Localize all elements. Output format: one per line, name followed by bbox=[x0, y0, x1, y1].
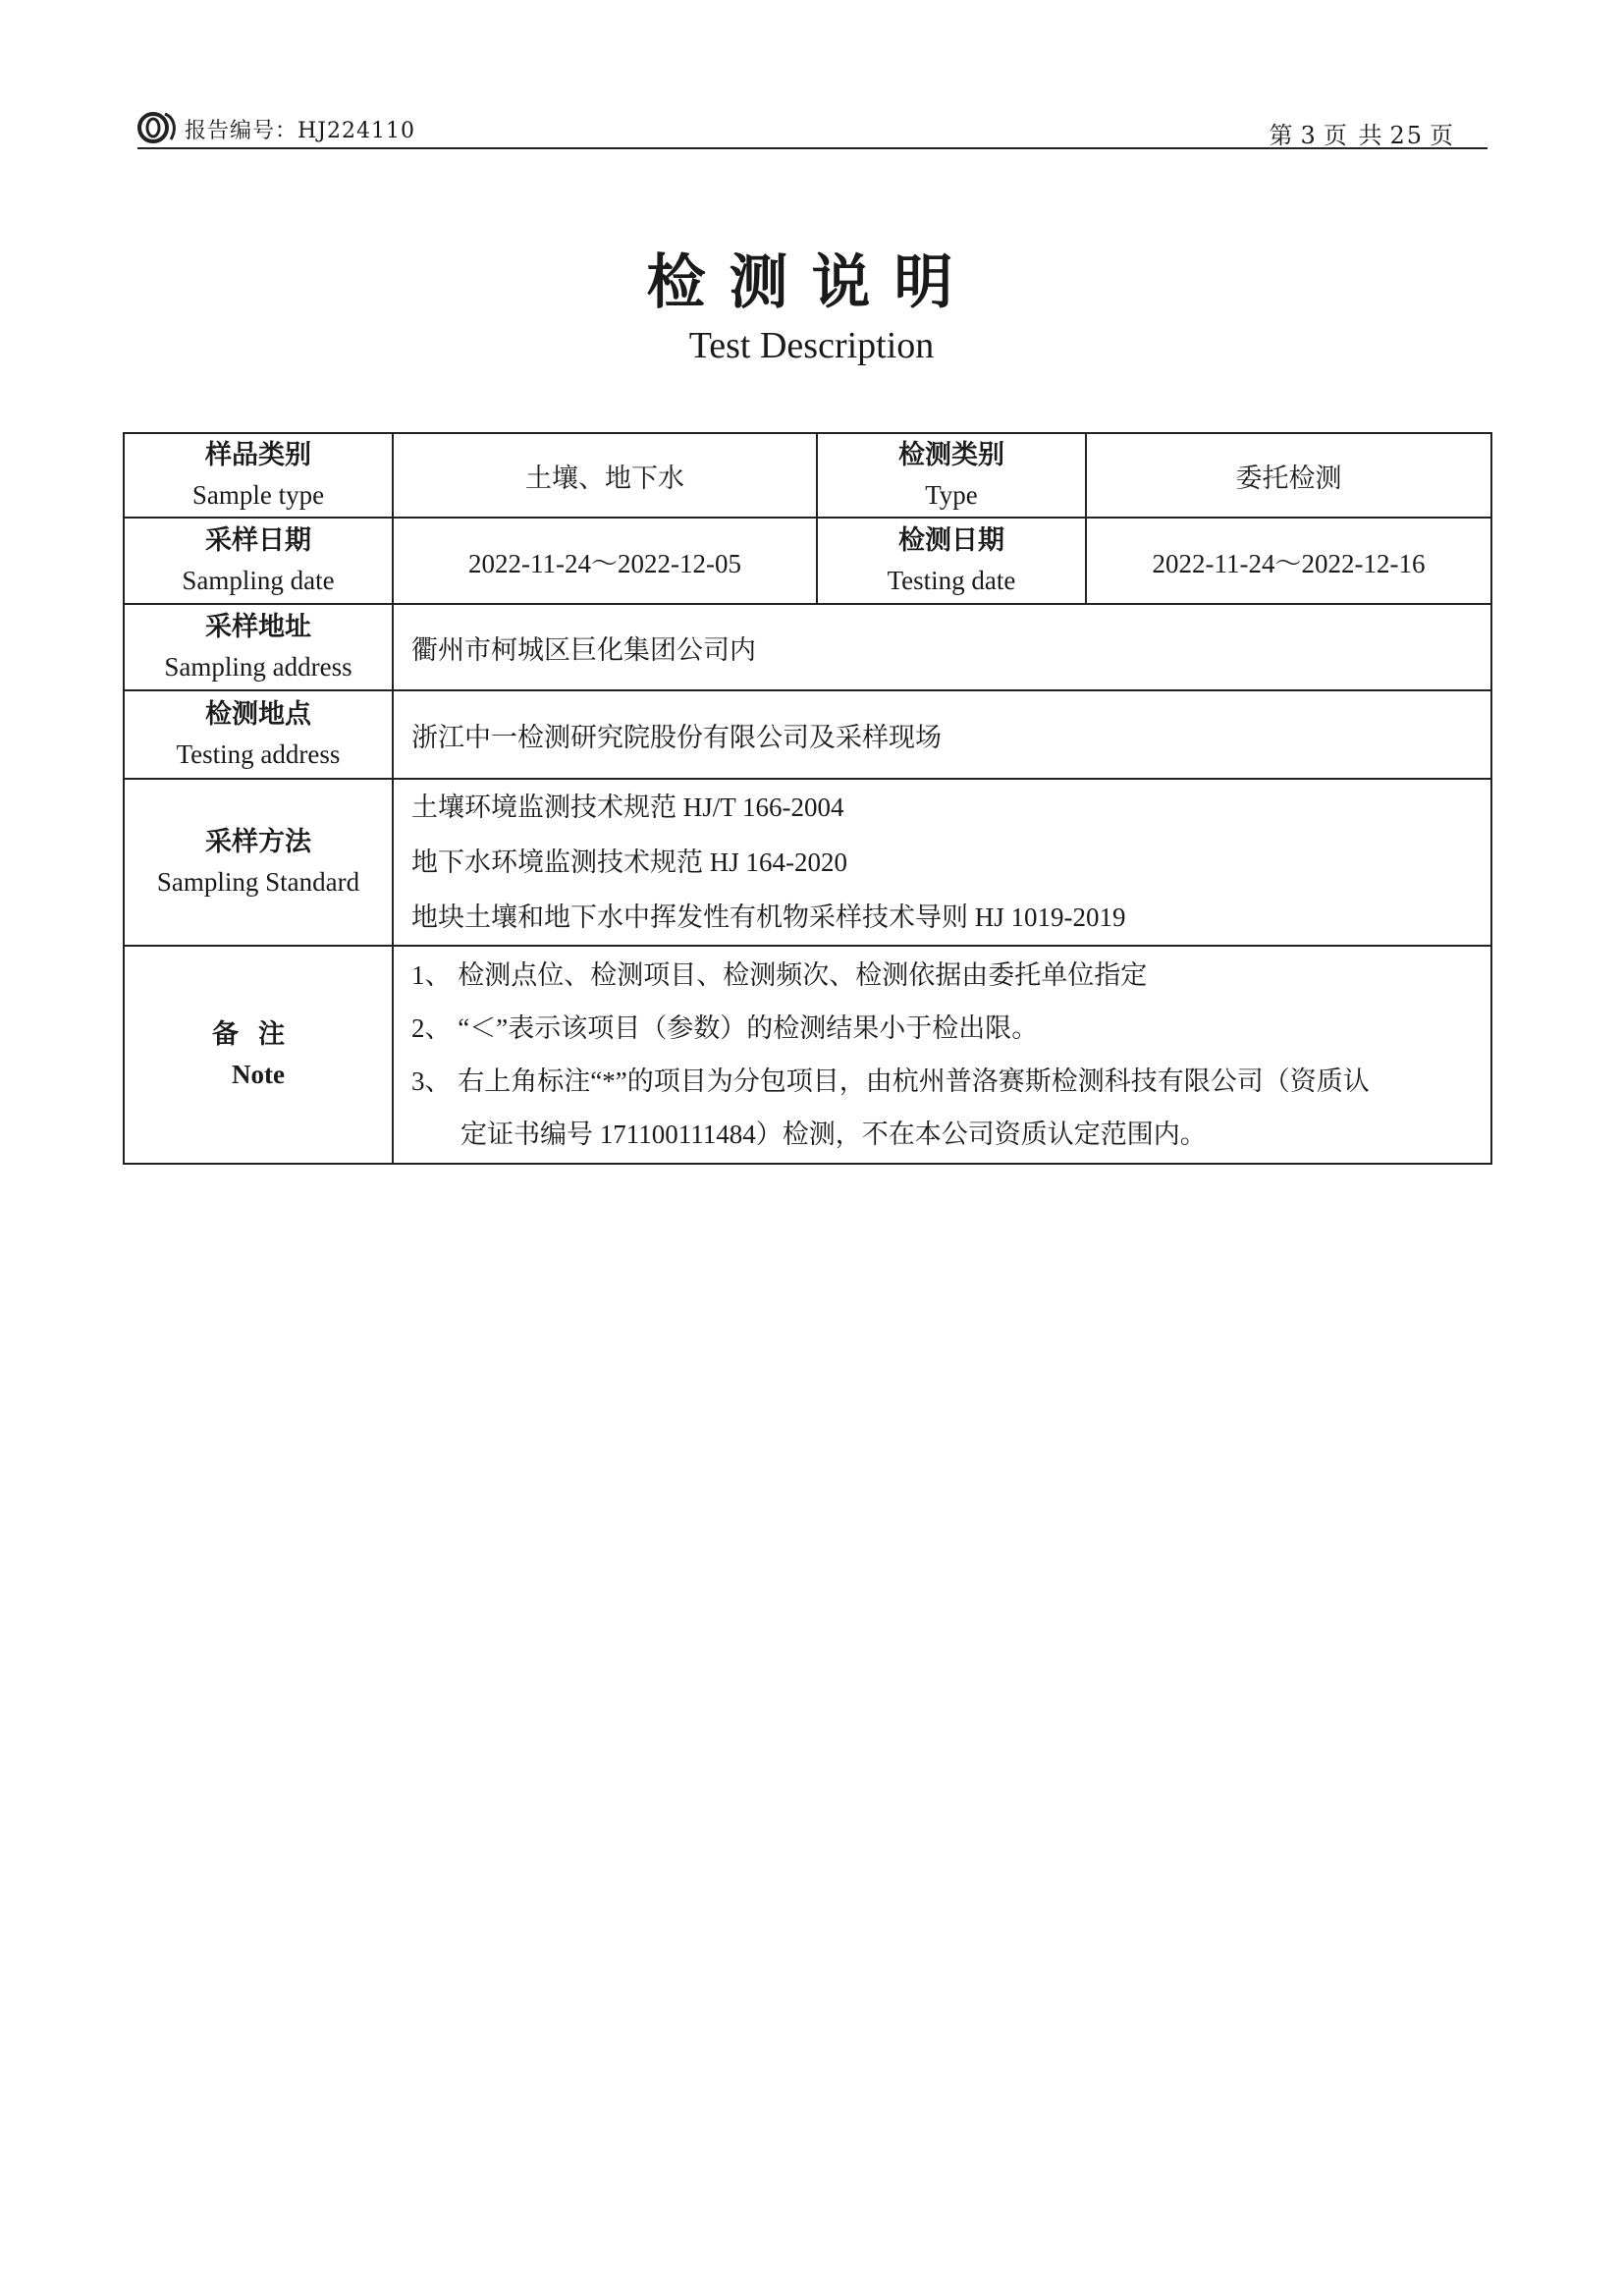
sampling-address-label bbox=[124, 604, 393, 690]
label-en: Sampling Standard bbox=[156, 867, 360, 897]
table-row bbox=[124, 518, 1491, 604]
testing-date-label bbox=[817, 518, 1086, 604]
testing-date-value: 2022-11-24～2022-12-16 bbox=[1086, 518, 1491, 604]
header-divider bbox=[137, 147, 1488, 149]
label-en: Testing address bbox=[176, 739, 341, 769]
note-value bbox=[393, 946, 1491, 1164]
note-label bbox=[124, 946, 393, 1164]
label-cn: 样品类别 bbox=[205, 440, 311, 470]
description-table bbox=[123, 432, 1492, 1165]
label-cn: 采样地址 bbox=[205, 612, 311, 642]
page-mid: 页 共 bbox=[1323, 122, 1384, 149]
label-cn: 采样日期 bbox=[205, 525, 311, 556]
sampling-standard-value bbox=[393, 779, 1491, 946]
standard-line: 地下水环境监测技术规范 HJ 164-2020 bbox=[411, 847, 847, 877]
label-cn: 检测类别 bbox=[898, 440, 1004, 470]
table-row bbox=[124, 690, 1491, 779]
label-cn: 备注 bbox=[212, 1019, 304, 1050]
page-indicator bbox=[1267, 116, 1458, 150]
page-subtitle: Test Description bbox=[688, 325, 935, 366]
table-row bbox=[124, 946, 1491, 1164]
sampling-date-label bbox=[124, 518, 393, 604]
note-line: 2、 “＜”表示该项目（参数）的检测结果小于检出限。 bbox=[411, 1013, 1039, 1043]
note-line: 3、 右上角标注“*”的项目为分包项目，由杭州普洛赛斯检测科技有限公司（资质认 bbox=[411, 1066, 1370, 1096]
note-line: 定证书编号 171100111484）检测，不在本公司资质认定范围内。 bbox=[460, 1120, 1207, 1149]
page-current: 3 bbox=[1300, 122, 1318, 149]
label-en: Sample type bbox=[191, 480, 325, 510]
testing-address-label bbox=[124, 690, 393, 779]
standard-line: 地块土壤和地下水中挥发性有机物采样技术导则 HJ 1019-2019 bbox=[411, 902, 1126, 932]
type-label bbox=[817, 433, 1086, 518]
page-total: 25 bbox=[1389, 122, 1424, 149]
page-header bbox=[137, 106, 1488, 147]
report-number-label: 报告编号： bbox=[185, 119, 298, 143]
sampling-standard-label bbox=[124, 779, 393, 946]
note-line: 1、 检测点位、检测项目、检测频次、检测依据由委托单位指定 bbox=[411, 960, 1148, 990]
report-number-value: HJ224110 bbox=[298, 119, 416, 143]
page-title: 检测说明 bbox=[646, 248, 977, 317]
label-cn: 采样方法 bbox=[205, 827, 311, 857]
company-logo-icon bbox=[137, 110, 183, 143]
label-en: Sampling address bbox=[164, 652, 352, 682]
page-prefix: 第 bbox=[1269, 122, 1295, 149]
sampling-address-value: 衢州市柯城区巨化集团公司内 bbox=[393, 604, 1491, 690]
standard-line: 土壤环境监测技术规范 HJ/T 166-2004 bbox=[411, 793, 844, 822]
label-cn: 检测日期 bbox=[898, 525, 1004, 556]
label-en: Sampling date bbox=[182, 566, 335, 595]
sample-type-value: 土壤、地下水 bbox=[393, 433, 817, 518]
report-number bbox=[185, 114, 415, 144]
sample-type-label bbox=[124, 433, 393, 518]
sampling-date-value: 2022-11-24～2022-12-05 bbox=[393, 518, 817, 604]
type-value: 委托检测 bbox=[1086, 433, 1491, 518]
label-en: Note bbox=[232, 1060, 285, 1089]
table-row bbox=[124, 433, 1491, 518]
table-row bbox=[124, 604, 1491, 690]
table-row bbox=[124, 779, 1491, 946]
label-cn: 检测地点 bbox=[205, 699, 311, 730]
page-suffix: 页 bbox=[1430, 122, 1455, 149]
label-en: Testing date bbox=[887, 566, 1016, 595]
testing-address-value: 浙江中一检测研究院股份有限公司及采样现场 bbox=[393, 690, 1491, 779]
label-en: Type bbox=[925, 480, 978, 510]
